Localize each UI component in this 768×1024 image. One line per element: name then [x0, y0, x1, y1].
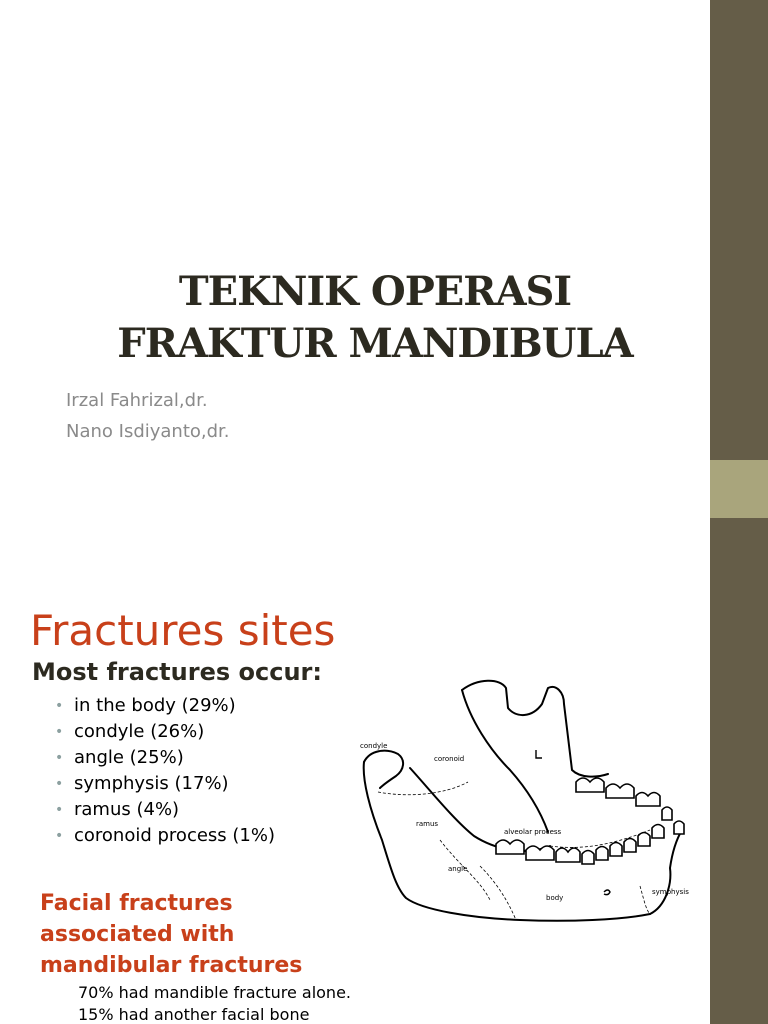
label-coronoid: coronoid [434, 755, 465, 763]
coronoid-outline [462, 681, 608, 777]
author-1: Irzal Fahrizal,dr. [66, 390, 208, 411]
condyle-outline [364, 751, 403, 788]
bullet-icon: • [55, 802, 64, 818]
list-item-text: condyle (26%) [74, 721, 205, 742]
list-item [55, 823, 275, 849]
bullet-icon: • [55, 724, 64, 740]
facial-heading-line-3: mandibular fractures [40, 953, 303, 978]
facial-heading-line-2: associated with [40, 922, 235, 947]
sidebar-band [710, 600, 768, 1024]
list-item-text: coronoid process (1%) [74, 825, 275, 846]
sidebar-accent-block [710, 460, 768, 518]
author-2: Nano Isdiyanto,dr. [66, 421, 230, 442]
list-item-text: angle (25%) [74, 747, 184, 768]
list-item-text: in the body (29%) [74, 695, 236, 716]
bullet-icon: • [55, 698, 64, 714]
upper-teeth [576, 778, 684, 834]
mandible-diagram [350, 670, 700, 940]
slide-title-line-1: TEKNIK OPERASI [178, 268, 572, 315]
label-body: body [546, 894, 564, 902]
mandible-illustration [350, 670, 700, 940]
list-item [55, 719, 275, 745]
ramus-front-outline [410, 768, 550, 851]
fractures-title: Fractures sites [30, 606, 336, 655]
fracture-sites-list [55, 693, 275, 849]
label-ramus: ramus [416, 820, 439, 828]
bullet-icon: • [55, 750, 64, 766]
facial-heading-line-1: Facial fractures [40, 891, 233, 916]
list-item [55, 771, 275, 797]
list-item [55, 693, 275, 719]
label-angle: angle [448, 865, 468, 873]
list-item-text: symphysis (17%) [74, 773, 229, 794]
curl-mark [604, 890, 610, 895]
slide-title-line-2: FRAKTUR MANDIBULA [117, 320, 633, 367]
corner-mark [536, 750, 542, 758]
stat-line-2: 15% had another facial bone [78, 1005, 310, 1024]
label-condyle: condyle [360, 742, 388, 750]
stat-line-1: 70% had mandible fracture alone. [78, 983, 351, 1002]
list-item [55, 745, 275, 771]
label-symphysis: symphysis [652, 888, 689, 896]
bullet-icon: • [55, 828, 64, 844]
symphysis-outline [650, 830, 682, 914]
bullet-icon: • [55, 776, 64, 792]
list-item [55, 797, 275, 823]
slide-title [60, 266, 690, 370]
facial-fractures-heading [40, 888, 302, 981]
lead-text: Most fractures occur: [32, 658, 322, 686]
label-alveolar-process: alveolar process [504, 828, 562, 836]
list-item-text: ramus (4%) [74, 799, 180, 820]
